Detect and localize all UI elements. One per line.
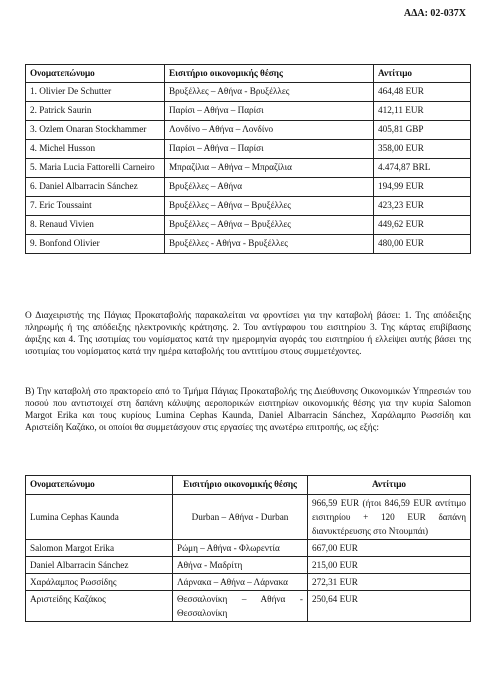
table-row <box>26 235 471 254</box>
cell-name: 9. Bonfond Olivier <box>26 235 165 254</box>
cell-name: 6. Daniel Albarracin Sánchez <box>26 178 165 197</box>
table-row <box>26 591 471 622</box>
cell-cost: 272,31 EUR <box>308 574 471 591</box>
table-row <box>26 140 471 159</box>
participants-table <box>25 64 471 254</box>
table-row <box>26 557 471 574</box>
cell-name: Χαράλαμπος Ρωσσίδης <box>26 574 173 591</box>
cell-name: 2. Patrick Saurin <box>26 102 165 121</box>
cell-ticket: Λάρνακα – Αθήνα – Λάρνακα <box>173 574 308 591</box>
cell-name: 1. Olivier De Schutter <box>26 83 165 102</box>
cell-cost: 423,23 EUR <box>374 197 471 216</box>
header-ticket: Εισιτήριο οικονομικής θέσης <box>165 65 374 83</box>
cell-cost: 194,99 EUR <box>374 178 471 197</box>
table-row <box>26 216 471 235</box>
table-header-row <box>26 65 471 83</box>
cell-name: Salomon Margot Erika <box>26 540 173 557</box>
table-row <box>26 121 471 140</box>
table-row <box>26 197 471 216</box>
cell-cost: 412,11 EUR <box>374 102 471 121</box>
cell-cost: 480,00 EUR <box>374 235 471 254</box>
table-header-row <box>26 476 471 495</box>
header-ticket: Εισιτήριο οικονομικής θέσης <box>173 476 308 495</box>
cell-cost: 358,00 EUR <box>374 140 471 159</box>
cell-ticket: Θεσσαλονίκη – Αθήνα - Θεσσαλονίκη <box>173 591 308 622</box>
cell-cost: 667,00 EUR <box>308 540 471 557</box>
cell-ticket: Durban – Αθήνα - Durban <box>173 495 308 540</box>
cell-cost: 464,48 EUR <box>374 83 471 102</box>
table-row <box>26 178 471 197</box>
cell-ticket: Μπραζίλια – Αθήνα – Μπραζίλια <box>165 159 374 178</box>
cell-name: Αριστείδης Καζάκος <box>26 591 173 622</box>
cell-name: 4. Michel Husson <box>26 140 165 159</box>
cell-ticket: Βρυξέλλες – Αθήνα – Βρυξέλλες <box>165 197 374 216</box>
table-row <box>26 540 471 557</box>
cell-name: 5. Maria Lucia Fattorelli Carneiro <box>26 159 165 178</box>
cell-name: Daniel Albarracin Sánchez <box>26 557 173 574</box>
cell-cost: 966,59 EUR (ήτοι 846,59 EUR αντίτιμο εισιτηρίου + 120 EUR δαπάνη διανυκτέρευσης στο Ντουμπάι) <box>308 495 471 540</box>
cell-cost: 405,81 GBP <box>374 121 471 140</box>
cell-cost: 449,62 EUR <box>374 216 471 235</box>
table-row <box>26 83 471 102</box>
table-row <box>26 574 471 591</box>
table-row <box>26 102 471 121</box>
table-row <box>26 159 471 178</box>
cell-name: 3. Ozlem Onaran Stockhammer <box>26 121 165 140</box>
paragraph-b-agency-payment: Β) Την καταβολή στο πρακτορείο από το Τμήμα Πάγιας Προκαταβολής της Διεύθυνσης Οικονομικών Υπηρεσιών του ποσού που αντιστοιχεί στη δαπάνη κάλυψης αεροπορικών εισιτηρίων οικονομικής θέσης για την κυρία Salomon Margot Erika και τους κυρίους Lumina Cephas Kaunda, Daniel Albarracin Sánchez, Χαράλαμπο Ρωσσίδη και Αριστείδη Καζάκο, οι οποίοι θα συμμετάσχουν στις εργασίες της ανωτέρω επιτροπής, ως εξής: <box>25 387 471 433</box>
cell-ticket: Βρυξέλλες - Αθήνα - Βρυξέλλες <box>165 235 374 254</box>
header-cost: Αντίτιμο <box>308 476 471 495</box>
cell-ticket: Παρίσι – Αθήνα – Παρίσι <box>165 102 374 121</box>
cell-ticket: Βρυξέλλες – Αθήνα - Βρυξέλλες <box>165 83 374 102</box>
cell-cost: 4.474,87 BRL <box>374 159 471 178</box>
agency-payments-table <box>25 475 471 622</box>
header-name: Ονοματεπώνυμο <box>26 476 173 495</box>
cell-name: 7. Eric Toussaint <box>26 197 165 216</box>
cell-cost: 215,00 EUR <box>308 557 471 574</box>
cell-cost: 250,64 EUR <box>308 591 471 622</box>
cell-name: 8. Renaud Vivien <box>26 216 165 235</box>
cell-ticket: Βρυξέλλες – Αθήνα <box>165 178 374 197</box>
cell-ticket: Βρυξέλλες – Αθήνα – Βρυξέλλες <box>165 216 374 235</box>
cell-ticket: Λονδίνο – Αθήνα – Λονδίνο <box>165 121 374 140</box>
cell-name: Lumina Cephas Kaunda <box>26 495 173 540</box>
cell-ticket: Ρώμη – Αθήνα - Φλωρεντία <box>173 540 308 557</box>
cell-ticket: Αθήνα - Μαδρίτη <box>173 557 308 574</box>
paragraph-payment-instructions: Ο Διαχειριστής της Πάγιας Προκαταβολής παρακαλείται να φροντίσει για την καταβολή βάσει: 1. Της απόδειξης πληρωμής ή της απόδειξης ηλεκτρονικής κράτησης. 2. Του αντίγραφου του εισιτηρίου 3. Της κάρτας επιβίβασης άφιξης και 4. Της ισοτιμίας του νομίσματος κατά την ημερομηνία αγοράς του εισιτηρίου ή ελλείψει αυτής βάσει της ισοτιμίας του νομίσματος κατά την ημέρα καταβολής του αντιτίμου στους συμμετέχοντες. <box>25 311 471 357</box>
cell-ticket: Παρίσι – Αθήνα – Παρίσι <box>165 140 374 159</box>
header-cost: Αντίτιμο <box>374 65 471 83</box>
document-id: ΑΔΑ: 02-037Χ <box>403 8 466 19</box>
table-row <box>26 495 471 540</box>
header-name: Ονοματεπώνυμο <box>26 65 165 83</box>
